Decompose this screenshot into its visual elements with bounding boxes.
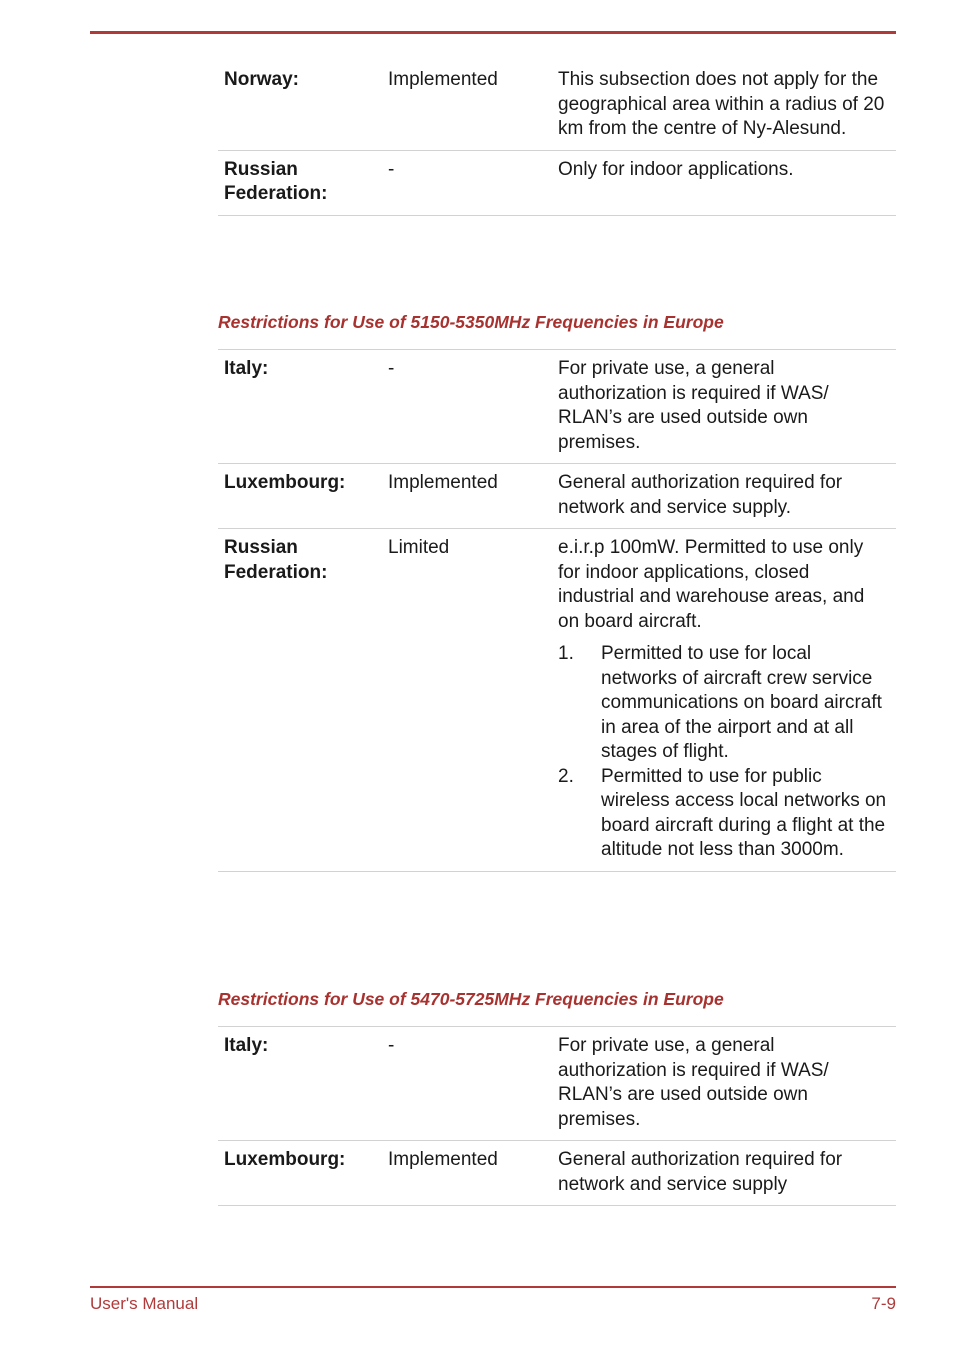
status-cell: Limited	[388, 537, 450, 558]
country-cell: Luxembourg:	[224, 472, 346, 493]
country-cell: Norway:	[224, 69, 299, 90]
list-text: Permitted to use for public wireless access local networks on board aircraft during a flight at the altitude not less than 3000m.	[601, 765, 887, 860]
status-cell: -	[388, 158, 395, 180]
country-cell: Luxembourg:	[224, 1149, 346, 1170]
table-row	[218, 1141, 896, 1206]
section-heading: Restrictions for Use of 5150-5350MHz Frequencies in Europe	[218, 312, 724, 332]
table-row	[218, 1026, 896, 1141]
note-cell: General authorization required for network and service supply	[558, 1149, 843, 1195]
note-cell: This subsection does not apply for the geographical area within a radius of 20 km from the centre of Ny-Alesund.	[558, 69, 885, 139]
country-cell	[218, 158, 388, 207]
section-heading: Restrictions for Use of 5470-5725MHz Frequencies in Europe	[218, 989, 724, 1009]
note-cell: General authorization required for network and service supply.	[558, 472, 843, 518]
note-text: e.i.r.p 100mW. Permitted to use only for indoor applications, closed industrial and warehouse areas, and on board aircraft.	[558, 537, 865, 632]
note-cell: For private use, a general authorization is required if WAS/ RLAN’s are used outside own premises.	[558, 358, 829, 453]
table-row	[218, 62, 896, 151]
header-rule	[90, 31, 896, 34]
list-number: 1.	[558, 643, 574, 664]
country-cell: Italy:	[224, 358, 269, 379]
status-cell: Implemented	[388, 472, 498, 493]
table-row	[218, 529, 896, 872]
numbered-list	[558, 642, 888, 863]
country-line: Federation:	[224, 183, 328, 204]
country-cell	[218, 536, 388, 863]
status-cell: -	[388, 1035, 395, 1056]
page-number: 7-9	[871, 1294, 896, 1313]
table-row	[218, 151, 896, 216]
footer-manual-title: User's Manual	[90, 1294, 199, 1313]
list-text: Permitted to use for local networks of aircraft crew service communications on board aircraft in area of the airport and at all stages of flight.	[601, 643, 882, 762]
table-continued	[218, 62, 896, 216]
note-cell: For private use, a general authorization is required if WAS/ RLAN’s are used outside own premises.	[558, 1035, 829, 1130]
country-line: Russian	[224, 158, 298, 180]
table-row	[218, 349, 896, 464]
list-number: 2.	[558, 765, 574, 787]
table-row	[218, 464, 896, 529]
status-cell: -	[388, 358, 395, 379]
status-cell: Implemented	[388, 1149, 498, 1170]
footer-rule	[90, 1286, 896, 1288]
country-line: Federation:	[224, 561, 328, 583]
note-cell	[558, 536, 896, 863]
country-line: Russian	[224, 537, 298, 558]
status-cell: Implemented	[388, 69, 498, 90]
list-item	[558, 765, 888, 863]
note-cell: Only for indoor applications.	[558, 158, 794, 180]
list-item	[558, 642, 888, 765]
country-cell: Italy:	[224, 1035, 269, 1056]
restrictions-table-5470	[218, 1026, 896, 1206]
restrictions-table-5150	[218, 349, 896, 872]
